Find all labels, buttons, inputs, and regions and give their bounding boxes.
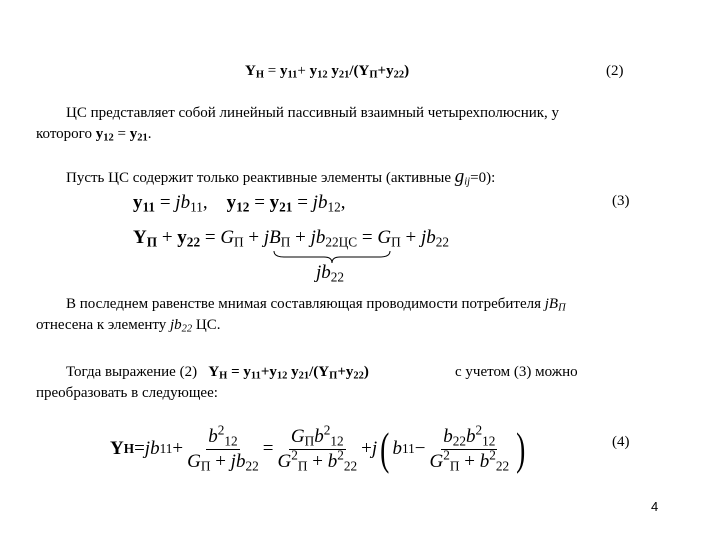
paragraph-2: Пусть ЦС содержит только реактивные элементы (активные $g_{ij}=0$): (66, 166, 496, 188)
equation-4: Y Н = jb 11 + $\frac{b^2_{12}}{G_П + jb_{22}}$ = $\frac{G_Пb^2_{12}}{G^2_П + b^2_{22}}$ + j ( b 11 − $\frac{b_{22}b^2_{12}}{G^2_П + b^2_{22}}$ ) (110, 422, 526, 474)
paragraph-3-line-1: В последнем равенстве мнимая составляющая проводимости потребителя $jB_П$ (66, 296, 566, 314)
page-number: 4 (651, 499, 659, 514)
equation-3-number: (3) (612, 193, 630, 209)
paragraph-1-line-1: ЦС представляет собой линейный пассивный взаимный четырехполюсник, у (66, 105, 560, 121)
fraction-2: $\frac{G_Пb^2_{12}}{G^2_П + b^2_{22}}$ (277, 422, 358, 473)
equation-3-row-2: $Y_П + y_{22} = G_П + jB_П + jb_{22ЦС} = G_П + jb_{22}$ (133, 227, 450, 250)
paragraph-4-line-2: преобразовать в следующее: (36, 385, 218, 401)
paragraph-4-post: с учетом (3) можно (455, 364, 578, 380)
paragraph-4-line-1: Тогда выражение (2) $Y_Н = y_{11}+y_{12}$ $y_{21}/(Y_П+y_{22})$ (66, 364, 369, 382)
eq2-lhs: Y (245, 63, 256, 79)
paragraph-1-line-2: которого $y_{12} = y_{21}$. (36, 126, 152, 144)
equation-3-row-1: $y_{11} = jb_{11}$, $y_{12} = y_{21} = jb_{12}$, (133, 192, 346, 215)
underbrace-label: $jb_{22}$ (316, 262, 345, 285)
paragraph-3-line-2: отнесена к элементу $jb_{22}$ ЦС. (36, 317, 221, 335)
equation-4-number: (4) (612, 434, 630, 450)
equation-2: $Y_Н = y_{11}+ y_{12}$ $y_{21}/(Y_П+y_{22})$ (245, 63, 410, 81)
fraction-3: $\frac{b_{22}b^2_{12}}{G^2_П + b^2_{22}}$ (429, 422, 510, 473)
equation-2-number: (2) (606, 63, 624, 79)
fraction-1: $\frac{b^2_{12}}{G_П + jb_{22}}$ (187, 422, 259, 473)
